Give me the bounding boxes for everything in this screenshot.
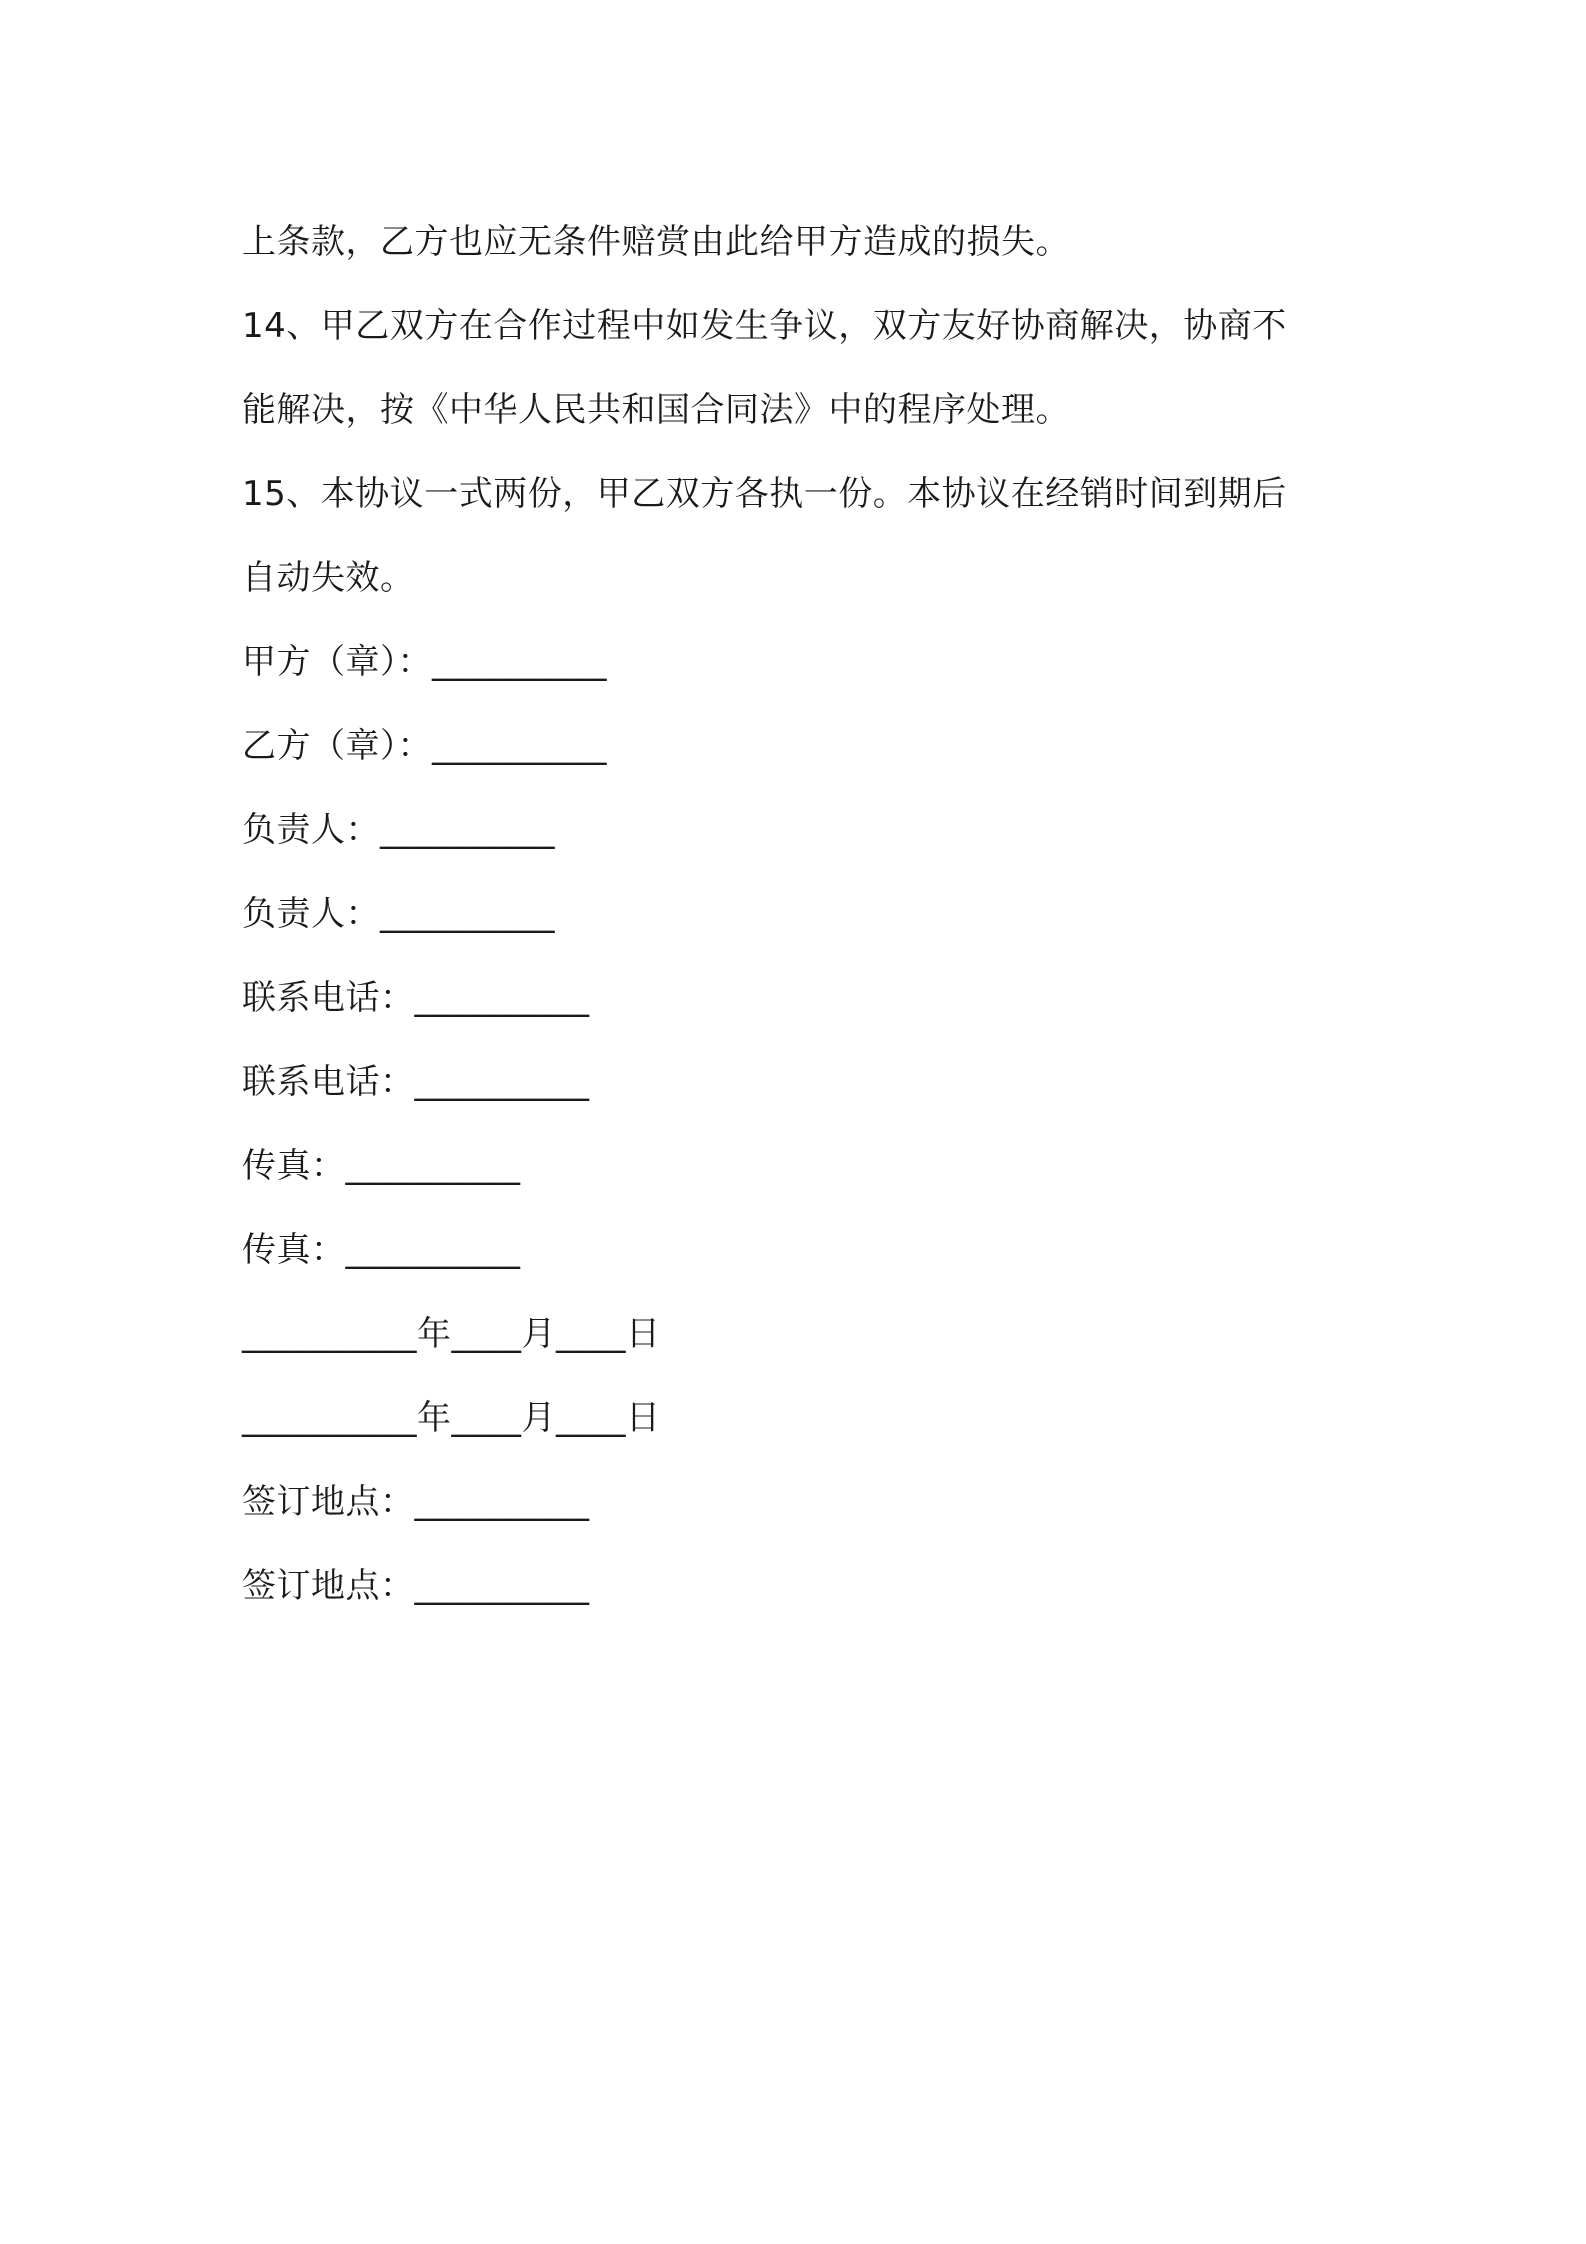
party-b-fax-field: 传真：__________: [242, 1230, 521, 1270]
party-b-signing-place-field: 签订地点：__________: [242, 1566, 590, 1606]
party-a-seal-field: 甲方（章）：__________: [242, 642, 607, 682]
clause-15-line-2: 自动失效。: [242, 558, 415, 598]
party-b-seal-field: 乙方（章）：__________: [242, 726, 607, 766]
party-a-representative-field: 负责人：__________: [242, 810, 555, 850]
clause-14-line-1: 14、甲乙双方在合作过程中如发生争议，双方友好协商解决，协商不: [242, 306, 1287, 346]
party-b-representative-field: 负责人：__________: [242, 894, 555, 934]
party-b-date-field: __________年____月____日: [242, 1398, 661, 1438]
clause-15-line-1: 15、本协议一式两份，甲乙双方各执一份。本协议在经销时间到期后: [242, 474, 1287, 514]
clause-14-line-2: 能解决，按《中华人民共和国合同法》中的程序处理。: [242, 390, 1070, 430]
party-a-signing-place-field: 签订地点：__________: [242, 1482, 590, 1522]
party-a-fax-field: 传真：__________: [242, 1146, 521, 1186]
party-b-phone-field: 联系电话：__________: [242, 1062, 590, 1102]
party-a-date-field: __________年____月____日: [242, 1314, 661, 1354]
document-body: [242, 200, 1362, 1628]
party-a-phone-field: 联系电话：__________: [242, 978, 590, 1018]
clause-13-continuation: 上条款，乙方也应无条件赔赏由此给甲方造成的损失。: [242, 222, 1070, 262]
